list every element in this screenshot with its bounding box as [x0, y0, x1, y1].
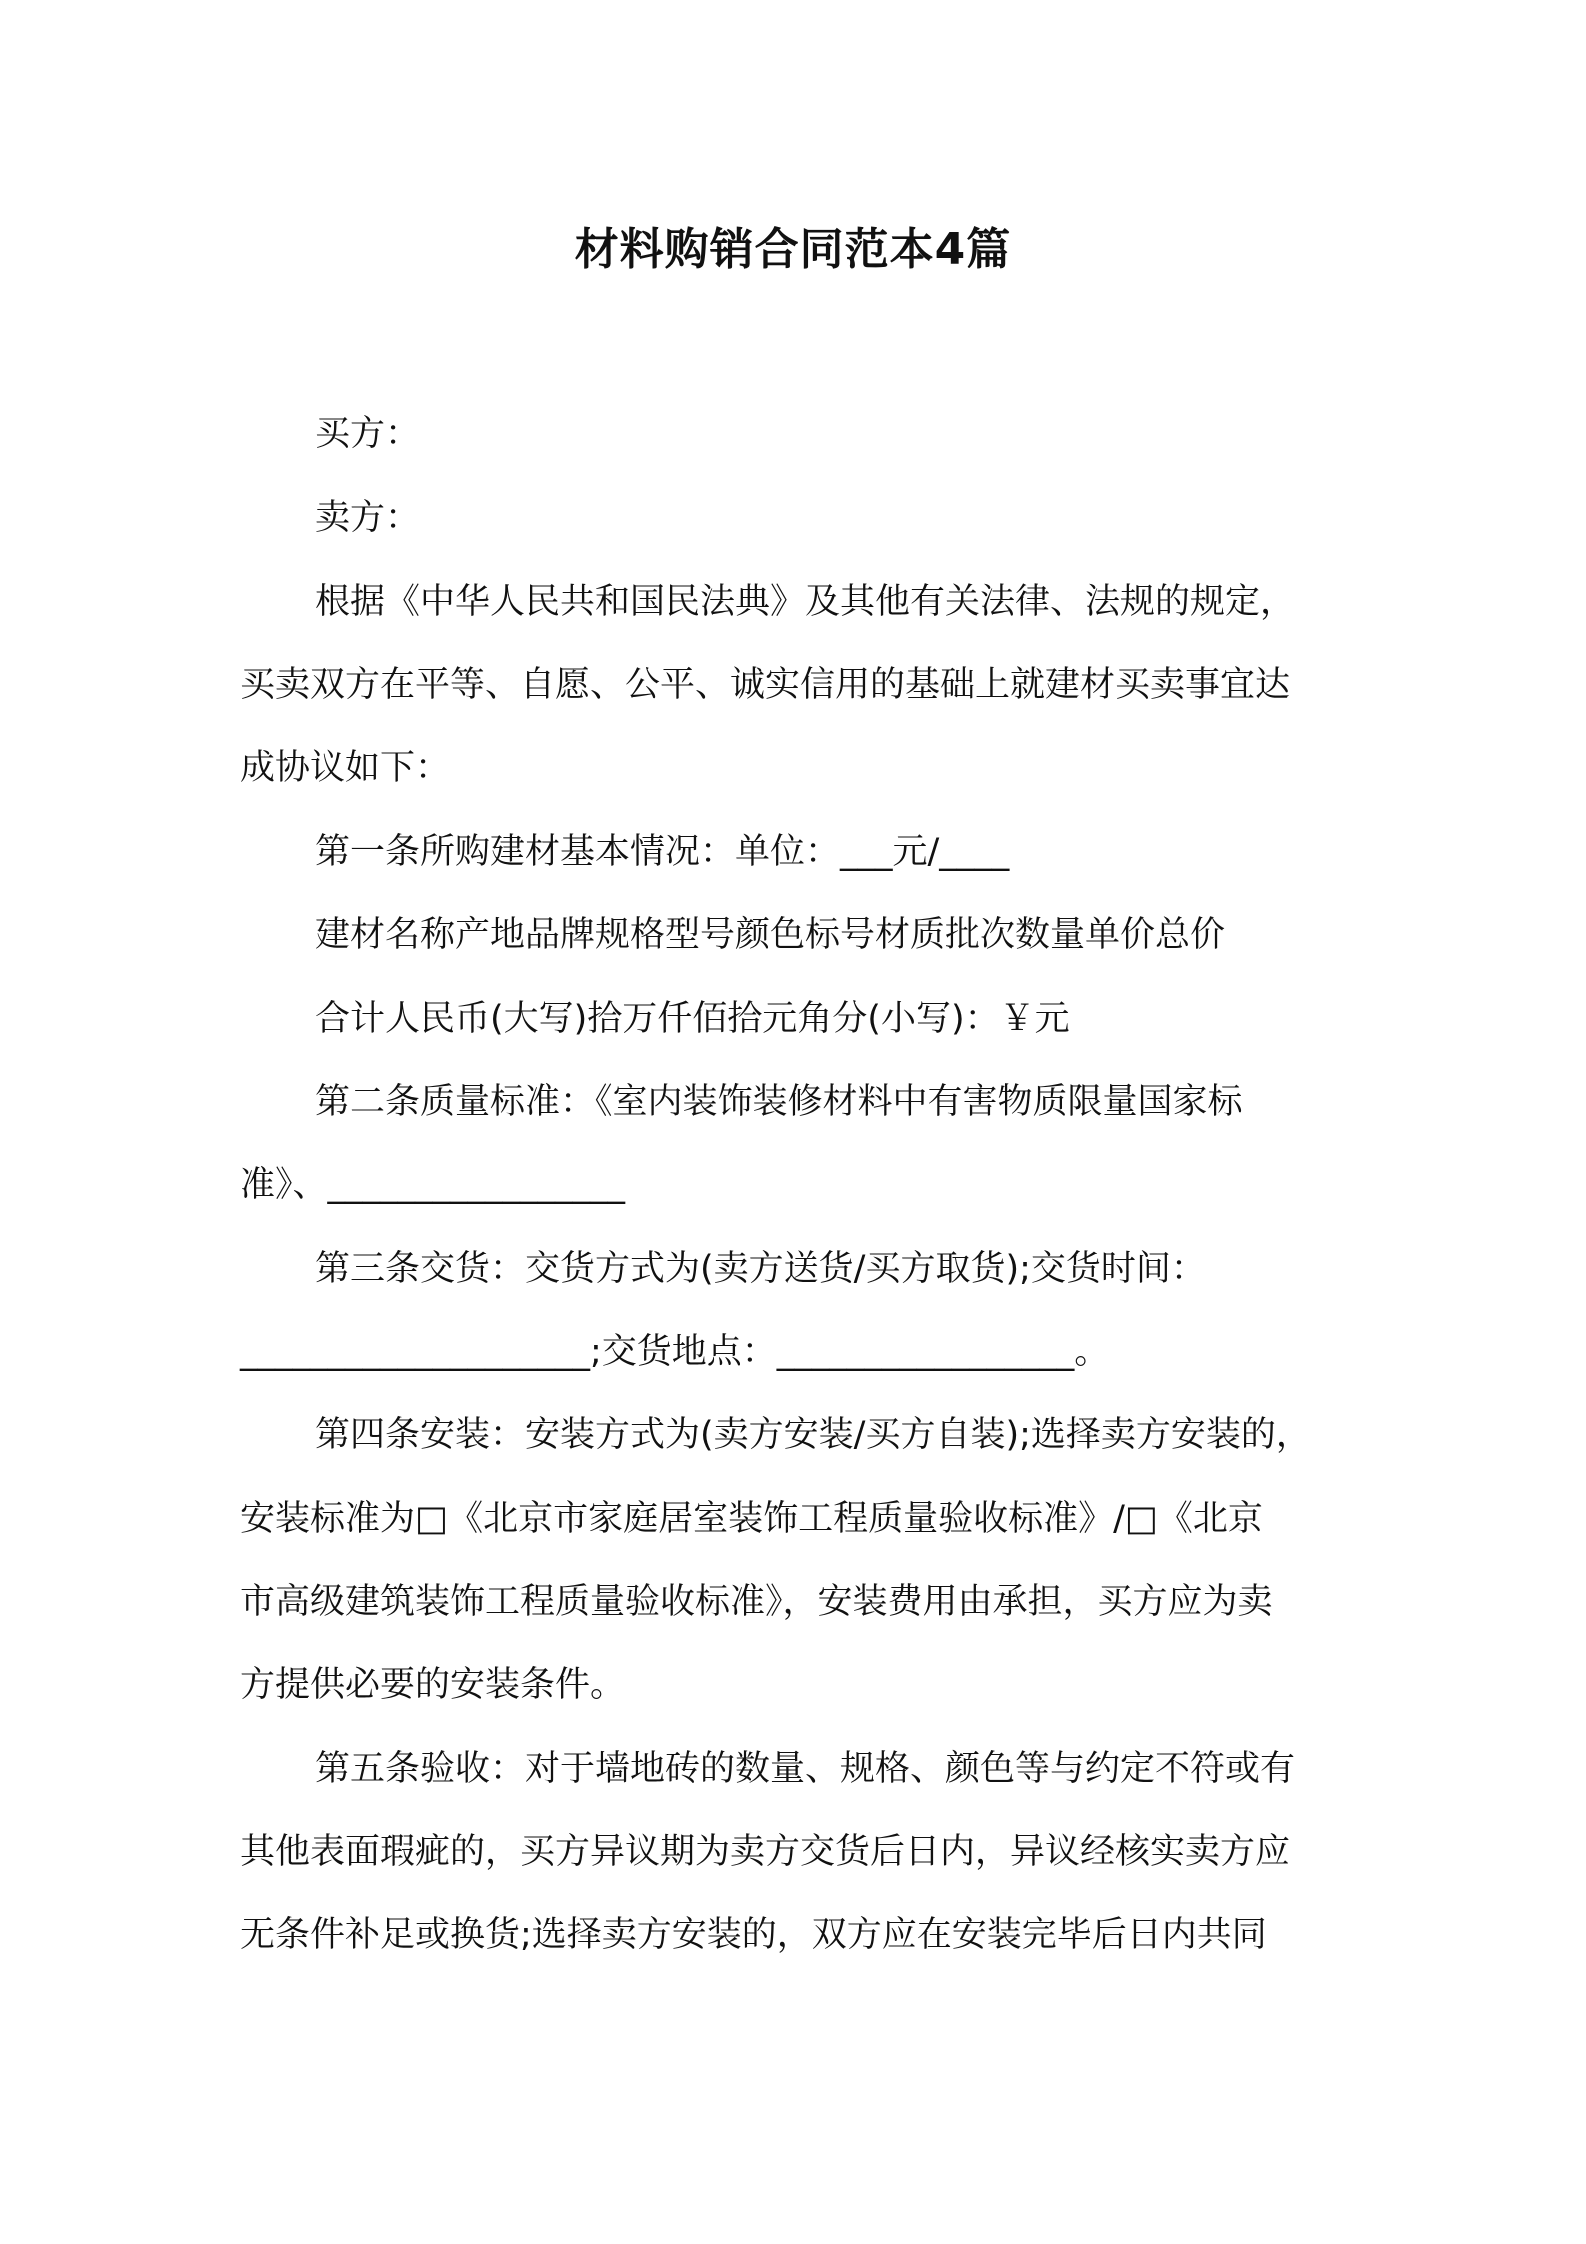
article-3-line: ____________________;交货地点：_________________。: [240, 1332, 1110, 1372]
article-2-line: 第二条质量标准：《室内装饰装修材料中有害物质限量国家标: [315, 1082, 1243, 1122]
material-columns-line: 建材名称产地品牌规格型号颜色标号材质批次数量单价总价: [315, 915, 1226, 955]
seller-line: 卖方：: [315, 498, 421, 538]
article-1-line: 第一条所购建材基本情况：单位：___元/____: [315, 832, 1010, 872]
paragraph-line: 买卖双方在平等、自愿、公平、诚实信用的基础上就建材买卖事宜达: [240, 665, 1291, 705]
paragraph-line: 成协议如下：: [240, 748, 451, 788]
document-title: 材料购销合同范本4篇: [574, 224, 1012, 275]
article-2-line: 准》、_________________: [240, 1165, 626, 1205]
article-5-line: 其他表面瑕疵的，买方异议期为卖方交货后日内，异议经核实卖方应: [240, 1832, 1291, 1872]
article-4-line: 市高级建筑装饰工程质量验收标准》，安装费用由承担，买方应为卖: [240, 1582, 1273, 1622]
article-5-line: 无条件补足或换货;选择卖方安装的，双方应在安装完毕后日内共同: [240, 1915, 1267, 1955]
article-4-line: 安装标准为□《北京市家庭居室装饰工程质量验收标准》/□《北京: [240, 1499, 1263, 1539]
article-4-line: 方提供必要的安装条件。: [240, 1665, 626, 1705]
total-amount-line: 合计人民币(大写)拾万仟佰拾元角分(小写)：￥元: [315, 999, 1070, 1039]
paragraph-line: 根据《中华人民共和国民法典》及其他有关法律、法规的规定，: [315, 582, 1296, 622]
article-4-line: 第四条安装：安装方式为(卖方安装/买方自装);选择卖方安装的，: [315, 1415, 1311, 1455]
article-5-line: 第五条验收：对于墙地砖的数量、规格、颜色等与约定不符或有: [315, 1749, 1296, 1789]
article-3-line: 第三条交货：交货方式为(卖方送货/买方取货);交货时间：: [315, 1249, 1206, 1289]
buyer-line: 买方：: [315, 414, 421, 454]
